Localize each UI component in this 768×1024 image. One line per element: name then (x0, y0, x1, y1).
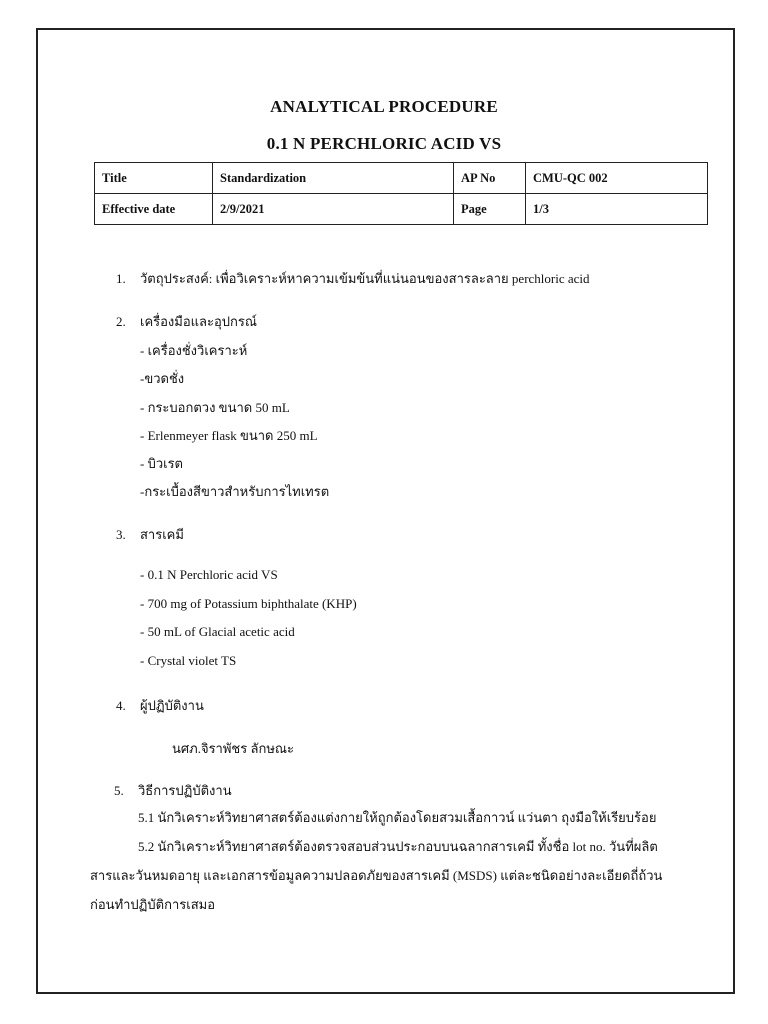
procedure-step-text: 5.2 นักวิเคราะห์วิทยาศาสตร์ต้องตรวจสอบส่วนประกอบบนฉลากสารเคมี ทั้งชื่อ lot no. วันที่ผลิต สารและวันหมดอายุ และเอกสารข้อมูลความปลอดภัยของสารเคมี (MSDS) แต่ละชนิดอย่างละเอียดถี่ถ้วน ก่อนทำปฏิบัติการเสมอ (90, 839, 663, 912)
procedure-step-text: 5.1 นักวิเคราะห์วิทยาศาสตร์ต้องแต่งกายให้ถูกต้องโดยสวมเสื้อกาวน์ แว่นตา ถุงมือให้เรียบร้อย (138, 810, 657, 825)
procedure-info-table (94, 162, 708, 225)
table-cell: Effective date (95, 194, 213, 225)
section-heading: วิธีการปฏิบัติงาน (138, 783, 232, 798)
section-text: วัตถุประสงค์: เพื่อวิเคราะห์หาความเข้มข้นที่แน่นอนของสารละลาย perchloric acid (140, 271, 590, 286)
section-number: 3. (116, 527, 126, 542)
list-item: -กระเบื้องสีขาวสำหรับการไทเทรต (140, 484, 330, 499)
procedure-step-1 (90, 803, 680, 832)
table-cell: Page (454, 194, 526, 225)
section-number: 5. (114, 783, 124, 798)
section-heading: ผู้ปฏิบัติงาน (140, 698, 204, 713)
section-chemicals-heading (116, 524, 184, 545)
section-equipment-heading (116, 311, 257, 332)
table-cell: AP No (454, 163, 526, 194)
section-procedure-heading (114, 780, 232, 801)
list-item: - เครื่องชั่งวิเคราะห์ (140, 343, 248, 358)
section-heading: เครื่องมือและอุปกรณ์ (140, 314, 257, 329)
list-item: - Erlenmeyer flask ขนาด 250 mL (140, 428, 318, 443)
section-objective (116, 268, 590, 289)
table-cell: CMU-QC 002 (526, 163, 708, 194)
list-item: - 700 mg of Potassium biphthalate (KHP) (140, 596, 357, 611)
list-item: - บิวเรต (140, 456, 183, 471)
table-row (95, 194, 708, 225)
list-item: - Crystal violet TS (140, 653, 237, 668)
table-cell: 2/9/2021 (213, 194, 454, 225)
table-cell: Title (95, 163, 213, 194)
section-heading: สารเคมี (140, 527, 184, 542)
table-cell: Standardization (213, 163, 454, 194)
section-operator-heading (116, 695, 204, 716)
section-number: 2. (116, 314, 126, 329)
table-row (95, 163, 708, 194)
list-item: - 0.1 N Perchloric acid VS (140, 567, 278, 582)
operator-name: นศภ.จิราพัชร ลักษณะ (172, 741, 294, 756)
document-title: ANALYTICAL PROCEDURE (270, 97, 498, 116)
section-number: 4. (116, 698, 126, 713)
list-item: - 50 mL of Glacial acetic acid (140, 624, 295, 639)
section-number: 1. (116, 271, 126, 286)
table-cell: 1/3 (526, 194, 708, 225)
procedure-step-2 (90, 832, 680, 919)
document-subtitle: 0.1 N PERCHLORIC ACID VS (266, 134, 502, 153)
list-item: -ขวดชั่ง (140, 371, 185, 386)
list-item: - กระบอกตวง ขนาด 50 mL (140, 400, 290, 415)
